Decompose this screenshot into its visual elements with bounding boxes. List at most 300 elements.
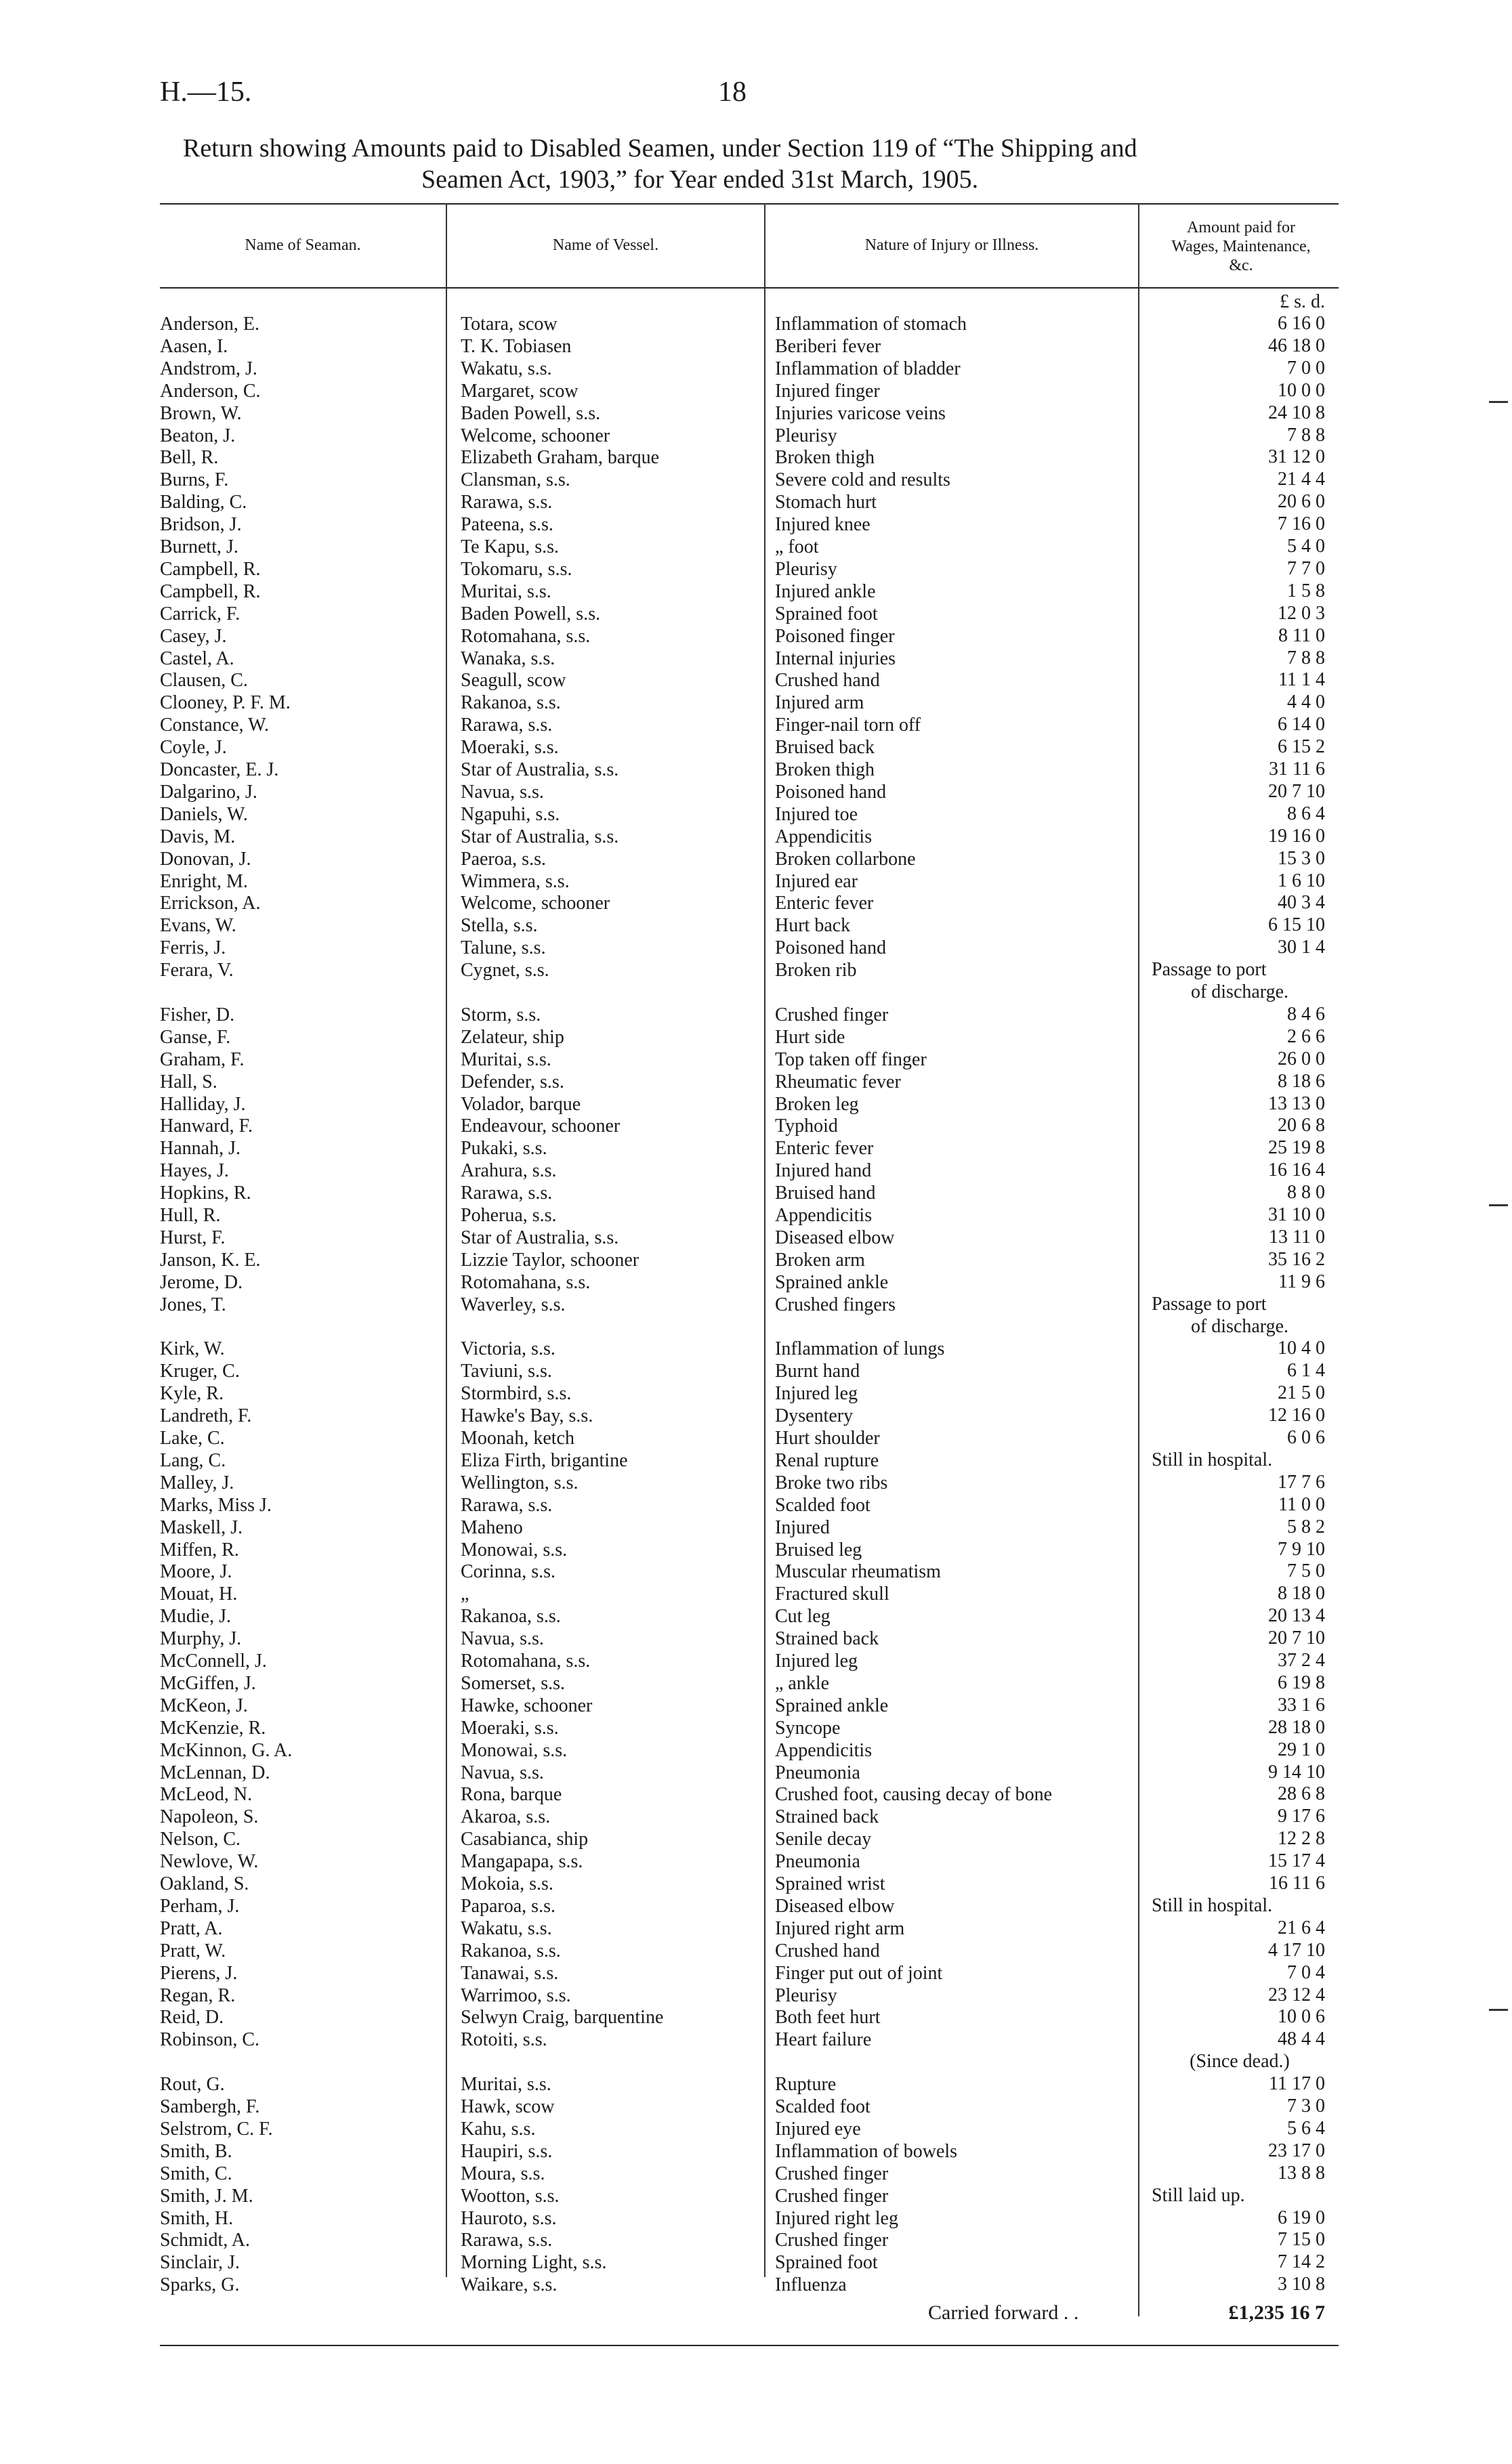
injury-nature: Injured [775,1517,830,1538]
amount-paid: 12 2 8 [1278,1828,1325,1849]
seaman-name: McLeod, N. [160,1784,253,1805]
vessel-name: Haupiri, s.s. [461,2141,553,2162]
vessel-name: Victoria, s.s. [461,1338,555,1359]
amount-paid: 5 6 4 [1287,2118,1325,2139]
injury-nature: Strained back [775,1806,879,1827]
injury-nature: Finger put out of joint [775,1963,943,1984]
vessel-name: Somerset, s.s. [461,1673,565,1694]
vessel-name: Akaroa, s.s. [461,1806,551,1827]
amount-paid: 23 12 4 [1268,1984,1325,2005]
injury-nature: Injured knee [775,514,870,535]
amount-paid: 20 7 10 [1268,1628,1325,1649]
seaman-name: Napoleon, S. [160,1806,259,1827]
injury-nature: Rupture [775,2074,837,2095]
injury-nature: Scalded foot [775,2096,870,2117]
seaman-name: Davis, M. [160,826,236,847]
margin-mark-3 [1489,2009,1508,2011]
injury-nature: Poisoned hand [775,782,887,803]
injury-nature: Syncope [775,1718,841,1739]
seaman-name: Jerome, D. [160,1272,243,1293]
seaman-name: Carrick, F. [160,603,240,624]
injury-nature: Sprained ankle [775,1272,889,1293]
amount-paid: 16 16 4 [1268,1160,1325,1181]
seaman-name: Halliday, J. [160,1094,246,1115]
amount-header-line-1: Amount paid for [1187,219,1295,236]
seaman-name: Pratt, W. [160,1940,226,1961]
vessel-name: Monowai, s.s. [461,1740,568,1761]
seaman-name: McKinnon, G. A. [160,1740,293,1761]
seaman-name: Campbell, R. [160,559,261,580]
vessel-name: Ngapuhi, s.s. [461,804,560,825]
seaman-name: Regan, R. [160,1985,236,2006]
injury-nature: Burnt hand [775,1361,860,1382]
amount-paid: 1 5 8 [1287,580,1325,601]
seaman-name: Maskell, J. [160,1517,243,1538]
injury-nature: Sprained foot [775,603,878,624]
vessel-name: Hawke's Bay, s.s. [461,1405,593,1426]
injury-nature: Injuries varicose veins [775,403,946,424]
vessel-name: Waikare, s.s. [461,2274,558,2295]
amount-paid: 6 19 0 [1278,2207,1325,2228]
amount-paid: 4 17 10 [1268,1940,1325,1961]
vessel-name: Wakatu, s.s. [461,358,552,379]
amount-paid: 6 16 0 [1278,313,1325,334]
seaman-name: Smith, C. [160,2163,232,2184]
injury-nature: Beriberi fever [775,336,881,357]
amount-paid: 11 0 0 [1278,1494,1325,1515]
amount-paid: Still in hospital. [1152,1449,1273,1470]
vessel-name: Pukaki, s.s. [461,1138,547,1159]
seaman-name: Hannah, J. [160,1138,240,1159]
amount-paid: 31 10 0 [1268,1204,1325,1225]
vessel-name: Rarawa, s.s. [461,492,553,513]
vessel-name: Star of Australia, s.s. [461,826,619,847]
col-header-vessel: Name of Vessel. [552,236,659,254]
seaman-name: Robinson, C. [160,2029,260,2050]
seaman-name: Hayes, J. [160,1160,229,1181]
vessel-name: Hawk, scow [461,2096,555,2117]
vessel-name: Paparoa, s.s. [461,1896,555,1917]
vessel-name: Stella, s.s. [461,915,538,936]
table-bottom-rule [160,2345,1339,2346]
injury-nature: Pneumonia [775,1851,860,1872]
vessel-name: Rarawa, s.s. [461,1495,553,1516]
amount-paid: 31 11 6 [1269,759,1325,780]
amount-paid: 8 18 0 [1278,1583,1325,1604]
amount-paid: 8 18 6 [1278,1071,1325,1092]
column-divider-2 [764,203,765,2277]
injury-nature: Scalded foot [775,1495,870,1516]
page-number: 18 [718,77,747,108]
seaman-name: Murphy, J. [160,1628,242,1649]
amount-paid: 7 8 8 [1287,425,1325,446]
vessel-name: Mokoia, s.s. [461,1873,553,1894]
seaman-name: Kyle, R. [160,1383,224,1404]
vessel-name: Te Kapu, s.s. [461,536,560,557]
seaman-name: Janson, K. E. [160,1250,261,1271]
injury-nature: Poisoned finger [775,626,895,647]
injury-nature: Hurt side [775,1027,845,1048]
amount-paid: 2 6 6 [1287,1026,1325,1047]
injury-nature: Both feet hurt [775,2007,881,2028]
seaman-name: Enright, M. [160,871,248,892]
vessel-name: Muritai, s.s. [461,581,551,602]
amount-paid: 19 16 0 [1268,826,1325,847]
injury-nature: Finger-nail torn off [775,715,921,736]
seaman-name: Ganse, F. [160,1027,231,1048]
vessel-name: Arahura, s.s. [461,1160,557,1181]
vessel-name: Moonah, ketch [461,1428,574,1449]
vessel-name: Morning Light, s.s. [461,2252,607,2273]
seaman-name: Kirk, W. [160,1338,225,1359]
vessel-name: Mangapapa, s.s. [461,1851,583,1872]
seaman-name: Newlove, W. [160,1851,259,1872]
injury-nature: Broke two ribs [775,1472,888,1493]
seaman-name: Hall, S. [160,1071,217,1092]
currency-units: £ s. d. [1280,291,1325,312]
seaman-name: Smith, B. [160,2141,232,2162]
injury-nature: Renal rupture [775,1450,879,1471]
seaman-name: Evans, W. [160,915,236,936]
amount-paid: 33 1 6 [1278,1695,1325,1716]
seaman-name: Pratt, A. [160,1918,223,1939]
vessel-name: Stormbird, s.s. [461,1383,572,1404]
vessel-name: Monowai, s.s. [461,1539,568,1560]
seaman-name: Coyle, J. [160,737,227,758]
injury-nature: Sprained wrist [775,1873,885,1894]
seaman-name: Beaton, J. [160,425,236,446]
seaman-name: Selstrom, C. F. [160,2119,273,2140]
injury-nature: Injured eye [775,2119,861,2140]
seaman-name: Clooney, P. F. M. [160,692,291,713]
vessel-name: Moeraki, s.s. [461,737,559,758]
amount-paid: 8 6 4 [1287,803,1325,824]
vessel-name: „ [461,1584,469,1605]
injury-nature: Injured right leg [775,2208,898,2229]
vessel-name: Star of Australia, s.s. [461,759,619,780]
injury-nature: Top taken off finger [775,1049,927,1070]
seaman-name: McGiffen, J. [160,1673,256,1694]
injury-nature: Bruised leg [775,1539,862,1560]
amount-paid: 7 0 4 [1287,1962,1325,1983]
vessel-name: Seagull, scow [461,670,566,691]
injury-nature: Senile decay [775,1829,872,1850]
amount-paid: 10 4 0 [1278,1338,1325,1359]
injury-nature: Crushed fingers [775,1294,896,1315]
seaman-name: Landreth, F. [160,1405,252,1426]
injury-nature: Pleurisy [775,425,837,446]
injury-nature: Bruised hand [775,1183,876,1204]
injury-nature: Sprained foot [775,2252,878,2273]
seaman-name: Schmidt, A. [160,2230,251,2251]
amount-paid: of discharge. [1190,1316,1289,1337]
amount-paid: 21 6 4 [1278,1917,1325,1938]
injury-nature: Heart failure [775,2029,872,2050]
injury-nature: Injured ankle [775,581,876,602]
vessel-name: Paeroa, s.s. [461,849,546,870]
vessel-name: Muritai, s.s. [461,1049,551,1070]
injury-nature: Pneumonia [775,1762,860,1783]
vessel-name: Moeraki, s.s. [461,1718,559,1739]
injury-nature: Injured arm [775,692,864,713]
vessel-name: Margaret, scow [461,381,579,402]
injury-nature: Inflammation of bladder [775,358,961,379]
amount-paid: 23 17 0 [1268,2140,1325,2161]
injury-nature: Broken thigh [775,759,875,780]
vessel-name: Rotomahana, s.s. [461,1272,591,1293]
seaman-name: Nelson, C. [160,1829,240,1850]
seaman-name: McLennan, D. [160,1762,270,1783]
amount-paid: 21 4 4 [1278,469,1325,490]
seaman-name: Aasen, I. [160,336,228,357]
injury-nature: Injured finger [775,381,880,402]
vessel-name: Star of Australia, s.s. [461,1227,619,1248]
seaman-name: Bridson, J. [160,514,242,535]
amount-paid: 6 15 2 [1278,736,1325,757]
injury-nature: Pleurisy [775,559,837,580]
seaman-name: Kruger, C. [160,1361,240,1382]
col-header-seaman: Name of Seaman. [245,236,361,254]
amount-paid: 20 13 4 [1268,1605,1325,1626]
amount-paid: 6 1 4 [1287,1360,1325,1381]
injury-nature: Fractured skull [775,1584,889,1605]
injury-nature: Injured ear [775,871,858,892]
amount-paid: 6 15 10 [1268,914,1325,935]
amount-paid: 12 16 0 [1268,1405,1325,1426]
title-line-2: Seamen Act, 1903,” for Year ended 31st March, 1905. [421,165,979,194]
injury-nature: Typhoid [775,1116,838,1137]
amount-paid: 12 0 3 [1278,603,1325,624]
seaman-name: Smith, H. [160,2208,234,2229]
amount-paid: 20 6 0 [1278,491,1325,512]
vessel-name: Talune, s.s. [461,937,546,958]
amount-paid: Passage to port [1152,959,1267,980]
injury-nature: Internal injuries [775,648,896,669]
amount-header-line-3: &c. [1229,257,1253,274]
seaman-name: McKenzie, R. [160,1718,266,1739]
seaman-name: Constance, W. [160,715,269,736]
amount-paid: 7 14 2 [1278,2251,1325,2272]
vessel-name: Eliza Firth, brigantine [461,1450,628,1471]
amount-paid: 4 4 0 [1287,692,1325,713]
vessel-name: Wellington, s.s. [461,1472,579,1493]
amount-paid: 6 19 8 [1278,1672,1325,1693]
amount-paid: 48 4 4 [1278,2028,1325,2049]
seaman-name: Hopkins, R. [160,1183,251,1204]
seaman-name: Reid, D. [160,2007,224,2028]
amount-paid: 8 11 0 [1278,625,1325,646]
seaman-name: Anderson, C. [160,381,261,402]
vessel-name: Navua, s.s. [461,1628,544,1649]
amount-paid: 9 17 6 [1278,1806,1325,1827]
injury-nature: Crushed finger [775,2186,889,2207]
seaman-name: Casey, J. [160,626,227,647]
vessel-name: Zelateur, ship [461,1027,564,1048]
margin-mark-2 [1489,1204,1508,1206]
vessel-name: Welcome, schooner [461,425,610,446]
amount-paid: 9 14 10 [1268,1762,1325,1783]
injury-nature: Hurt shoulder [775,1428,880,1449]
amount-paid: 8 4 6 [1287,1004,1325,1025]
amount-paid: 7 7 0 [1287,558,1325,579]
amount-paid: 7 15 0 [1278,2229,1325,2250]
amount-paid: 11 17 0 [1269,2073,1325,2094]
seaman-name: Ferara, V. [160,960,234,981]
seaman-name: Bell, R. [160,447,219,468]
seaman-name: Sparks, G. [160,2274,240,2295]
seaman-name: Mudie, J. [160,1606,231,1627]
injury-nature: Broken arm [775,1250,865,1271]
vessel-name: Endeavour, schooner [461,1116,621,1137]
injury-nature: Dysentery [775,1405,854,1426]
vessel-name: Rarawa, s.s. [461,715,553,736]
amount-paid: Passage to port [1152,1294,1267,1315]
amount-paid: 7 0 0 [1287,358,1325,379]
seaman-name: Sambergh, F. [160,2096,260,2117]
amount-paid: 16 11 6 [1269,1873,1325,1894]
amount-paid: 13 11 0 [1269,1227,1325,1248]
injury-nature: Appendicitis [775,1740,873,1761]
injury-nature: Injured right arm [775,1918,905,1939]
amount-paid: 21 5 0 [1278,1382,1325,1403]
seaman-name: Balding, C. [160,492,247,513]
injury-nature: Crushed foot, causing decay of bone [775,1784,1052,1805]
injury-nature: Enteric fever [775,1138,874,1159]
injury-nature: Inflammation of bowels [775,2141,958,2162]
injury-nature: Injured leg [775,1651,858,1672]
injury-nature: Inflammation of lungs [775,1338,945,1359]
amount-paid: (Since dead.) [1190,2051,1290,2072]
injury-nature: Crushed hand [775,670,880,691]
vessel-name: Rotomahana, s.s. [461,1651,591,1672]
seaman-name: Errickson, A. [160,893,261,914]
vessel-name: Rakanoa, s.s. [461,1606,561,1627]
injury-nature: Muscular rheumatism [775,1561,941,1582]
vessel-name: Baden Powell, s.s. [461,403,601,424]
vessel-name: Rakanoa, s.s. [461,692,561,713]
vessel-name: Wimmera, s.s. [461,871,570,892]
vessel-name: Tokomaru, s.s. [461,559,572,580]
injury-nature: Injured hand [775,1160,872,1181]
amount-paid: Still laid up. [1152,2185,1245,2206]
seaman-name: Pierens, J. [160,1963,238,1984]
amount-paid: 30 1 4 [1278,937,1325,958]
seaman-name: Hull, R. [160,1205,221,1226]
vessel-name: Rotoiti, s.s. [461,2029,547,2050]
seaman-name: Mouat, H. [160,1584,238,1605]
vessel-name: Hawke, schooner [461,1695,593,1716]
injury-nature: Hurt back [775,915,851,936]
vessel-name: Rotomahana, s.s. [461,626,591,647]
vessel-name: Rakanoa, s.s. [461,1940,561,1961]
vessel-name: Taviuni, s.s. [461,1361,552,1382]
seaman-name: McConnell, J. [160,1651,267,1672]
amount-paid: 31 12 0 [1268,446,1325,467]
vessel-name: Baden Powell, s.s. [461,603,601,624]
amount-paid: 20 6 8 [1278,1115,1325,1136]
amount-paid: 17 7 6 [1278,1472,1325,1493]
amount-paid: 26 0 0 [1278,1048,1325,1069]
seaman-name: Brown, W. [160,403,242,424]
vessel-name: Welcome, schooner [461,893,610,914]
amount-paid: 7 9 10 [1278,1539,1325,1560]
vessel-name: Wootton, s.s. [461,2186,560,2207]
seaman-name: Smith, J. M. [160,2186,253,2207]
vessel-name: Moura, s.s. [461,2163,545,2184]
vessel-name: Kahu, s.s. [461,2119,536,2140]
amount-paid: 6 14 0 [1278,714,1325,735]
vessel-name: Rona, barque [461,1784,562,1805]
injury-nature: Broken collarbone [775,849,916,870]
amount-paid: 29 1 0 [1278,1739,1325,1760]
amount-paid: 10 0 0 [1278,380,1325,401]
page-header-left: H.—15. [160,77,252,108]
injury-nature: Stomach hurt [775,492,877,513]
amount-paid: 3 10 8 [1278,2274,1325,2295]
seaman-name: Graham, F. [160,1049,245,1070]
injury-nature: Cut leg [775,1606,831,1627]
seaman-name: Burnett, J. [160,536,238,557]
seaman-name: Clausen, C. [160,670,248,691]
amount-paid: of discharge. [1190,981,1289,1002]
seaman-name: Donovan, J. [160,849,251,870]
injury-nature: Inflammation of stomach [775,314,967,335]
vessel-name: Navua, s.s. [461,1762,544,1783]
header-bottom-rule [160,287,1339,289]
carried-forward-label: Carried forward . . [928,2301,1079,2324]
amount-header-line-2: Wages, Maintenance, [1171,238,1311,255]
amount-paid: 46 18 0 [1268,335,1325,356]
column-divider-1 [446,203,447,2277]
seaman-name: Campbell, R. [160,581,261,602]
seaman-name: Fisher, D. [160,1004,235,1025]
seaman-name: Marks, Miss J. [160,1495,272,1516]
vessel-name: Cygnet, s.s. [461,960,549,981]
injury-nature: „ ankle [775,1673,830,1694]
seaman-name: Dalgarino, J. [160,782,257,803]
seaman-name: Moore, J. [160,1561,232,1582]
injury-nature: Bruised back [775,737,875,758]
amount-paid: 28 18 0 [1268,1717,1325,1738]
injury-nature: Crushed hand [775,1940,880,1961]
amount-paid: 7 5 0 [1287,1560,1325,1581]
injury-nature: Injured leg [775,1383,858,1404]
injury-nature: Broken thigh [775,447,875,468]
vessel-name: Rarawa, s.s. [461,2230,553,2251]
amount-paid: 7 16 0 [1278,513,1325,534]
injury-nature: „ foot [775,536,819,557]
amount-paid: Still in hospital. [1152,1895,1273,1916]
vessel-name: Warrimoo, s.s. [461,1985,571,2006]
vessel-name: Maheno [461,1517,523,1538]
seaman-name: Hanward, F. [160,1116,253,1137]
seaman-name: Perham, J. [160,1896,240,1917]
amount-paid: 10 0 6 [1278,2006,1325,2027]
vessel-name: Navua, s.s. [461,782,544,803]
column-divider-3 [1138,203,1139,2316]
vessel-name: Rarawa, s.s. [461,1183,553,1204]
vessel-name: Volador, barque [461,1094,581,1115]
injury-nature: Diseased elbow [775,1896,895,1917]
amount-paid: 13 13 0 [1268,1093,1325,1114]
injury-nature: Broken rib [775,960,857,981]
vessel-name: T. K. Tobiasen [461,336,572,357]
margin-mark-1 [1489,401,1508,403]
amount-paid: 11 1 4 [1278,669,1325,690]
injury-nature: Broken leg [775,1094,859,1115]
seaman-name: McKeon, J. [160,1695,248,1716]
carried-forward-total: £1,235 16 7 [1228,2301,1325,2324]
